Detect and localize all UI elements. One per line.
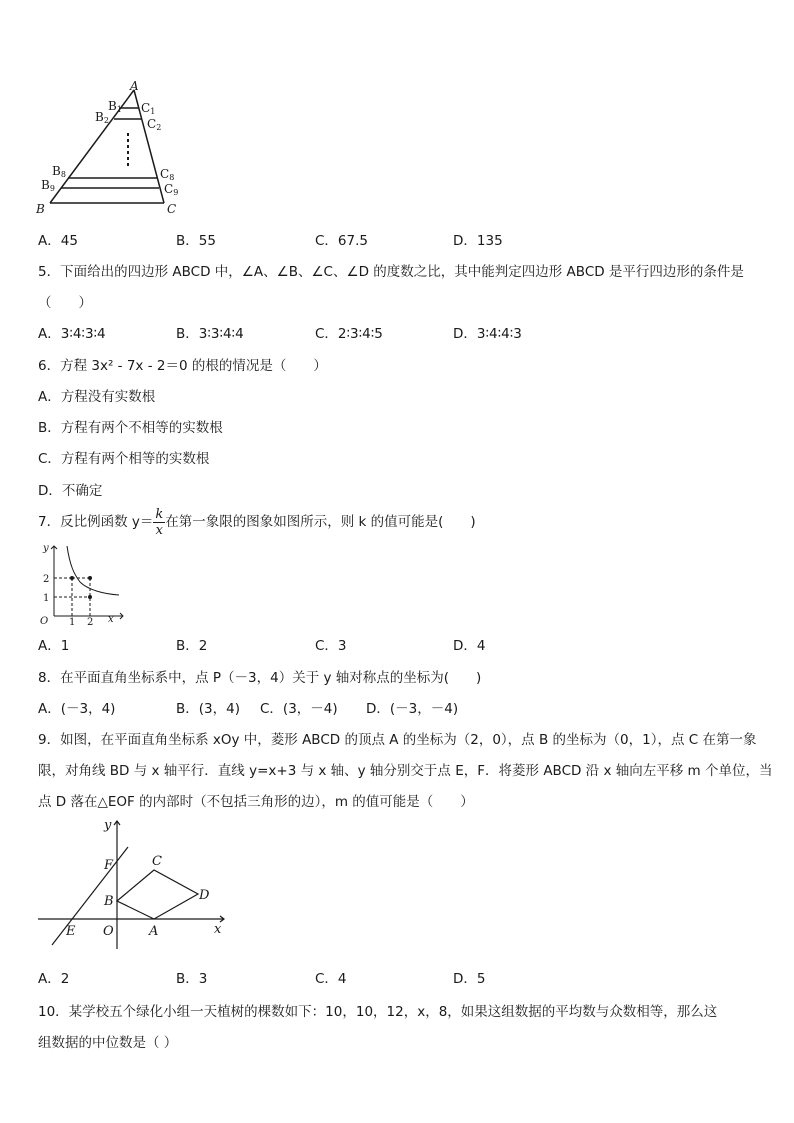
label-C: C	[167, 202, 177, 216]
label-B: B	[36, 202, 45, 216]
triangle-figure	[30, 78, 200, 223]
q7-axis-y: y	[43, 543, 49, 554]
frac-denominator: x	[155, 522, 163, 538]
q9-label-C: C	[152, 854, 162, 869]
label-B9: B9	[41, 178, 55, 193]
q4-option-d[interactable]: D．135	[453, 233, 503, 249]
q9-stem-line3: 点 D 落在△EOF 的内部时（不包括三角形的边），m 的值可能是（ ）	[38, 794, 474, 810]
q7-option-c[interactable]: C．3	[315, 638, 347, 654]
q9-label-O: O	[103, 924, 114, 939]
q9-option-a[interactable]: A．2	[38, 971, 70, 987]
q9-label-B: B	[104, 894, 114, 909]
q7-tick-x1: 1	[69, 617, 76, 628]
q9-stem-line2: 限，对角线 BD 与 x 轴平行．直线 y=x+3 与 x 轴、y 轴分别交于点 E，F．将菱形 ABCD 沿 x 轴向左平移 m 个单位，当	[38, 763, 773, 779]
q9-axis-x: x	[214, 922, 222, 937]
q7-tick-x2: 2	[87, 617, 94, 628]
q7-tick-y1: 1	[43, 593, 50, 604]
q6-option-c[interactable]: C．方程有两个相等的实数根	[38, 451, 210, 467]
inverse-function-graph	[34, 540, 134, 628]
q6-stem: 6．方程 3x² - 7x - 2＝0 的根的情况是（ ）	[38, 358, 327, 374]
q9-label-A: A	[149, 924, 159, 939]
q4-option-b[interactable]: B．55	[176, 233, 216, 249]
q6-option-a[interactable]: A．方程没有实数根	[38, 389, 156, 405]
fraction-k-over-x	[153, 507, 165, 538]
label-C2: C2	[147, 117, 162, 132]
q5-option-a[interactable]: A．3∶4∶3∶4	[38, 326, 106, 342]
label-B8: B8	[52, 164, 66, 179]
q9-label-E: E	[66, 924, 76, 939]
label-C9: C9	[164, 182, 179, 197]
q8-option-a[interactable]: A．(－3，4)	[38, 701, 116, 717]
label-B2: B2	[95, 110, 109, 125]
q10-stem-line1: 10．某学校五个绿化小组一天植树的棵数如下：10，10，12，x，8，如果这组数据的平均数与众数相等，那么这	[38, 1004, 718, 1020]
label-C1: C1	[141, 101, 156, 116]
q6-option-b[interactable]: B．方程有两个不相等的实数根	[38, 420, 223, 436]
q7-option-b[interactable]: B．2	[176, 638, 208, 654]
q8-option-b[interactable]: B．(3，4)	[176, 701, 240, 717]
q6-option-d[interactable]: D．不确定	[38, 483, 103, 499]
q9-label-F: F	[104, 858, 114, 873]
q9-option-b[interactable]: B．3	[176, 971, 208, 987]
q7-stem-suffix: 在第一象限的图象如图所示，则 k 的值可能是( )	[165, 514, 476, 530]
q9-label-D: D	[199, 888, 210, 903]
q5-stem-line1: 5．下面给出的四边形 ABCD 中，∠A、∠B、∠C、∠D 的度数之比，其中能判定四边形 ABCD 是平行四边形的条件是	[38, 264, 744, 280]
q5-stem-line2: （ ）	[38, 295, 92, 311]
frac-numerator: k	[155, 506, 164, 522]
label-A: A	[130, 79, 139, 93]
q5-option-d[interactable]: D．3∶4∶4∶3	[453, 326, 522, 342]
q8-stem: 8．在平面直角坐标系中，点 P（－3，4）关于 y 轴对称点的坐标为( )	[38, 670, 482, 686]
q7-axis-x: x	[108, 614, 114, 625]
q9-stem-line1: 9．如图，在平面直角坐标系 xOy 中，菱形 ABCD 的顶点 A 的坐标为（2，0），点 B 的坐标为（0，1），点 C 在第一象	[38, 732, 757, 748]
q9-option-d[interactable]: D．5	[453, 971, 486, 987]
q7-origin: O	[40, 616, 49, 627]
q8-option-c[interactable]: C．(3，－4)	[260, 701, 338, 717]
label-C8: C8	[160, 167, 175, 182]
q5-option-c[interactable]: C．2∶3∶4∶5	[315, 326, 383, 342]
q9-option-c[interactable]: C．4	[315, 971, 347, 987]
q4-option-a[interactable]: A．45	[38, 233, 78, 249]
q7-option-d[interactable]: D．4	[453, 638, 486, 654]
q5-option-b[interactable]: B．3∶3∶4∶4	[176, 326, 244, 342]
q9-axis-y: y	[104, 818, 112, 833]
q7-stem	[38, 505, 476, 539]
q7-tick-y2: 2	[43, 574, 50, 585]
q10-stem-line2: 组数据的中位数是（ ）	[38, 1035, 178, 1051]
label-B1: B1	[108, 99, 122, 114]
q7-option-a[interactable]: A．1	[38, 638, 70, 654]
rhombus-coordinate-figure	[36, 815, 236, 955]
q8-option-d[interactable]: D．(－3，－4)	[366, 701, 459, 717]
q7-stem-prefix: 7．反比例函数 y＝	[38, 514, 154, 530]
q4-option-c[interactable]: C．67.5	[315, 233, 368, 249]
